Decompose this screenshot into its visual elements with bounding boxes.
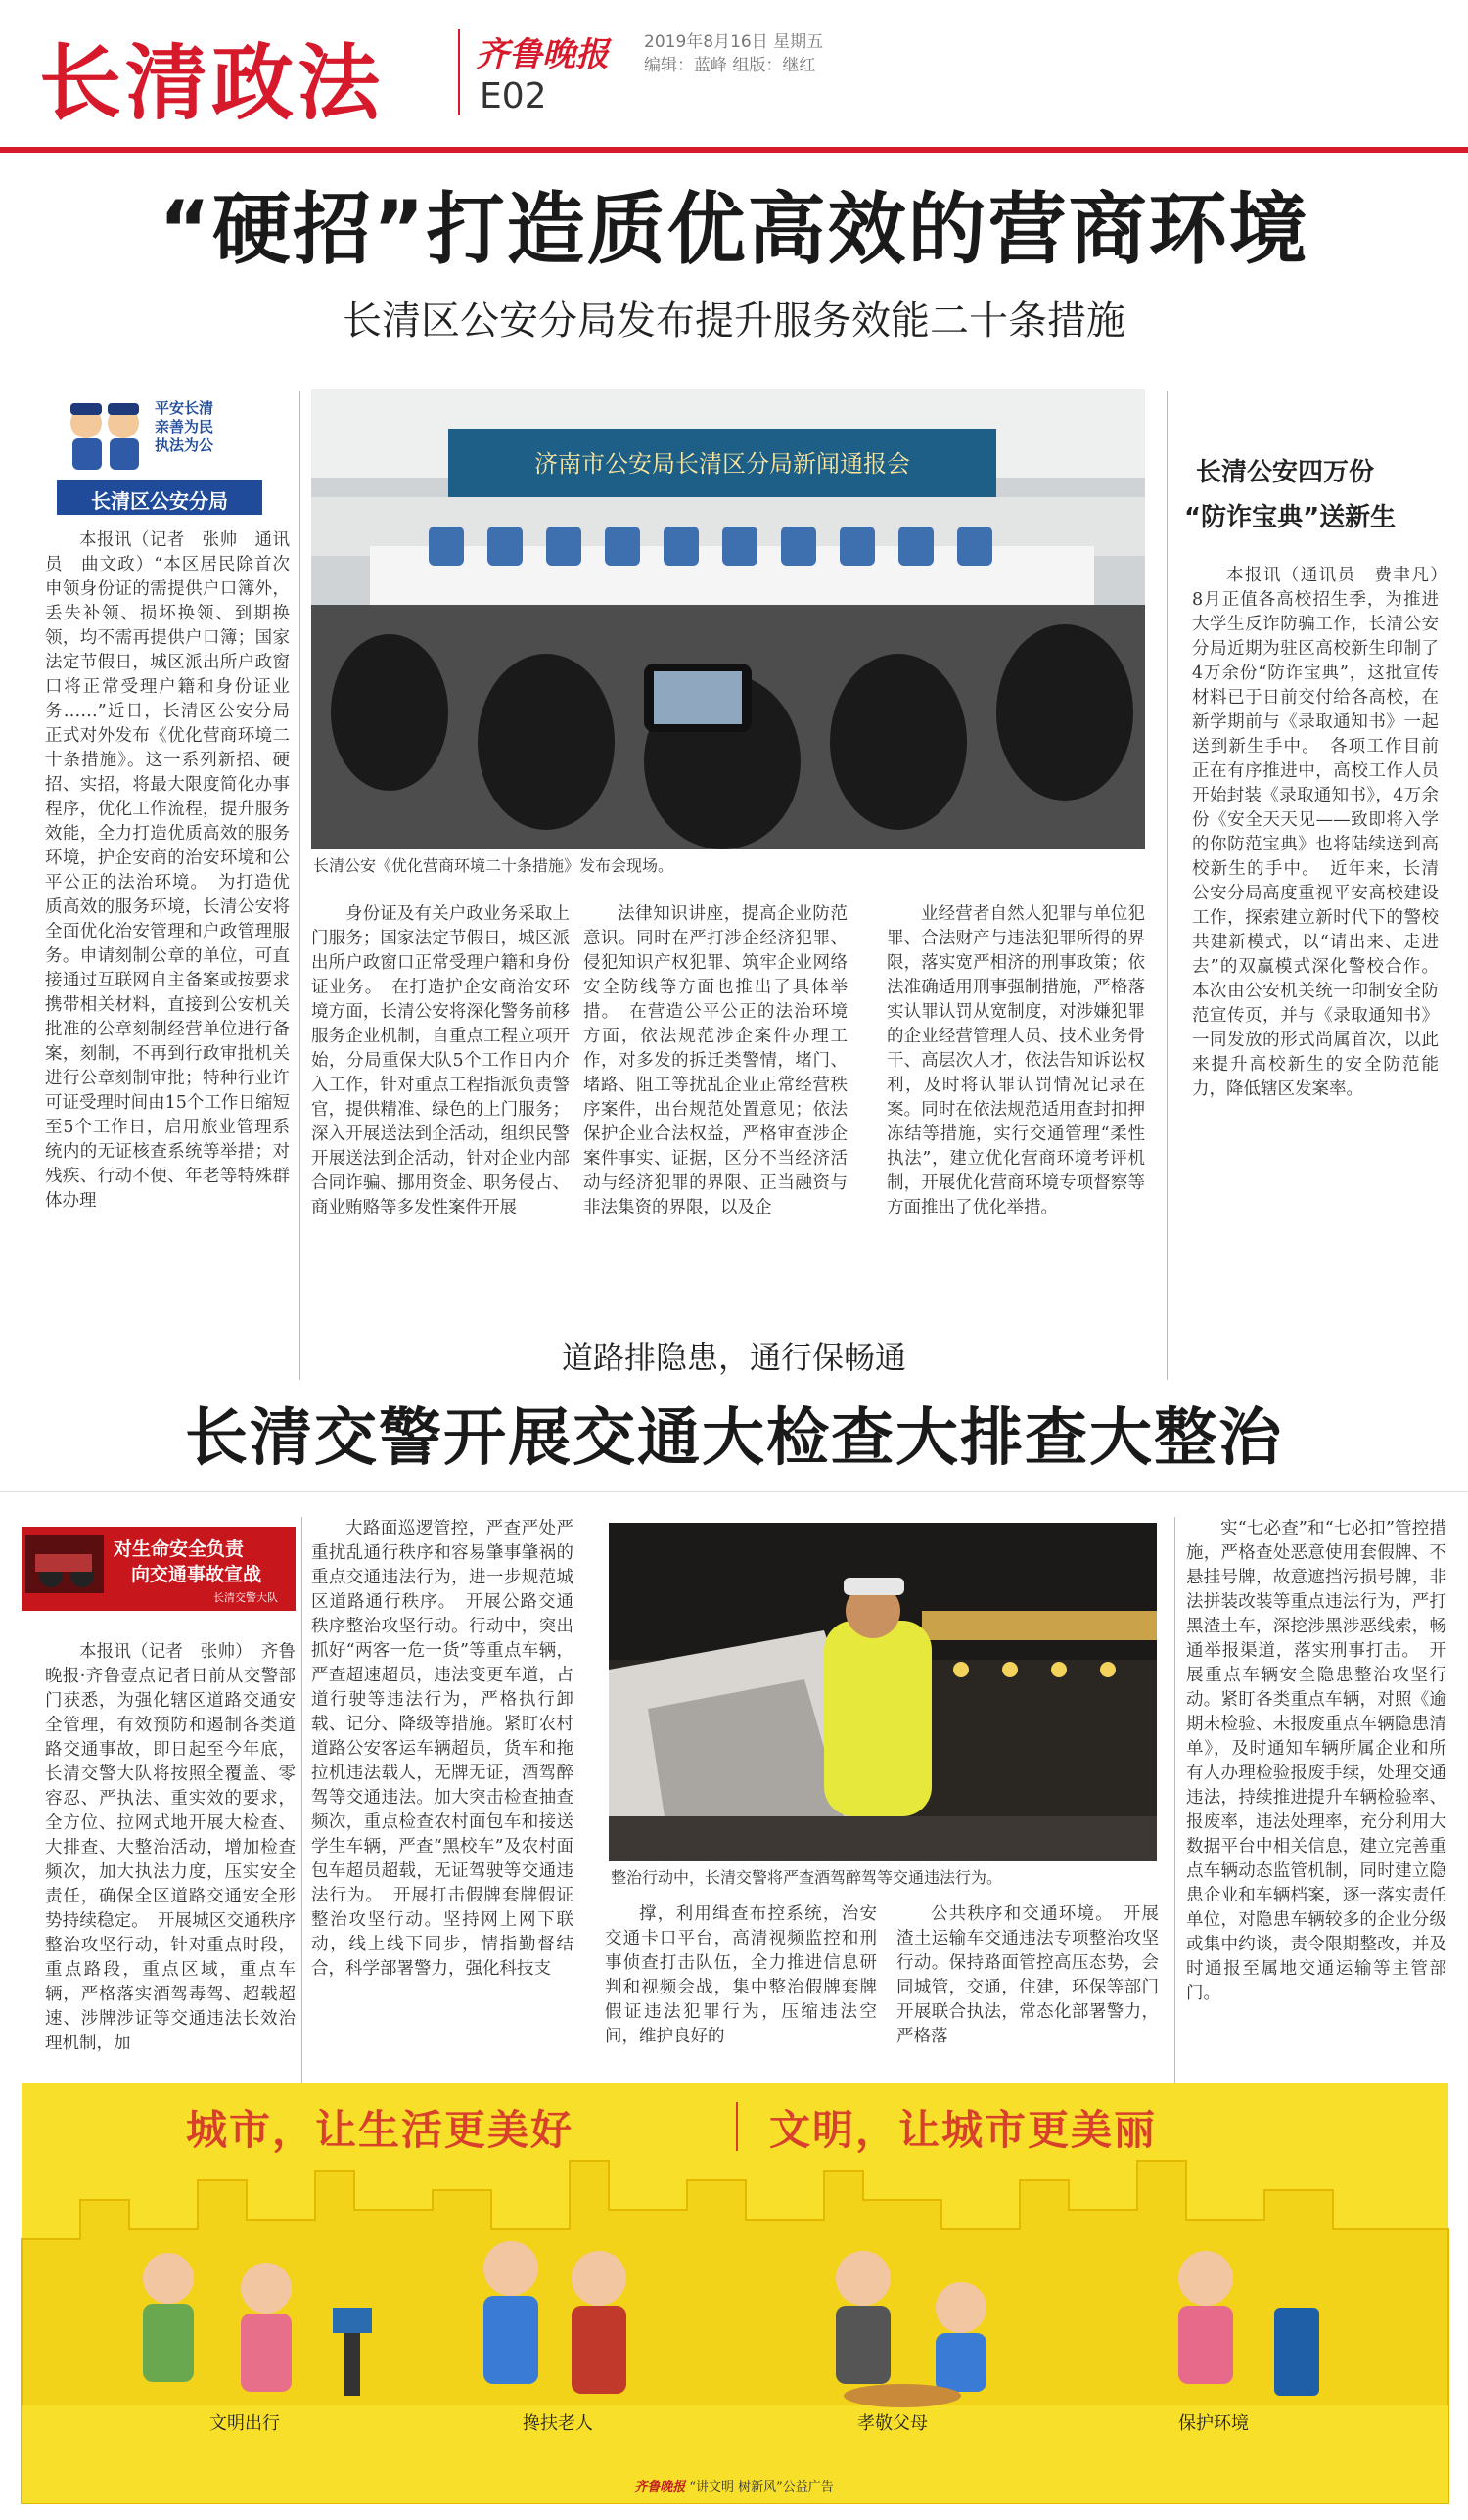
ad-slogan-divider: [736, 2102, 738, 2151]
article1-column-4: [887, 902, 1145, 1382]
column-divider: [301, 1517, 302, 2085]
paper-name-logo: 齐鲁晚报: [476, 35, 609, 74]
badge-line: 执法为公: [155, 436, 214, 454]
ad-label: 搀扶老人: [523, 2413, 593, 2434]
badge-org: 长清区公安分局: [91, 489, 228, 513]
article1-column-3: [583, 902, 848, 1382]
article-body-text: 撑，利用缉查布控系统，治安交通卡口平台，高清视频监控和刑事侦查打击队伍，全力推进信息研判和视频会战，集中整治假牌套牌假证违法犯罪行为，压缩违法空间，维护良好的: [605, 1904, 877, 2046]
article-body-text: 本报讯（记者 张帅 通讯员 曲文政）“本区居民除首次申领身份证的需提供户口簿外，丢失补领、损坏换领、到期换领，均不需再提供户口簿；国家法定节假日，城区派出所户政窗口将正常受理户籍和身份证业务……”近日，长清区公安分局正式对外发布《优化营商环境二十条措施》。这一系列新招、硬招、实招，将最大限度简化办事程序，优化工作流程，提升服务效能，全力打造优质高效的服务环境，护企安商的治安环境和公平公正的法治环境。 为打造优质高效的服务环境，长清公安将全面优化治安管理和户政管理服务。申请刻制公章的单位，可直接通过互联网自主备案或按要求携带相关材料，直接到公安机关批准的公章刻制经营单位进行备案，刻制，不再到行政审批机关进行公章刻制审批；特种行业许可证受理时间由15个工作日缩短至5个工作日，启用旅业管理系统内的无证核查系统等举措；对残疾、行动不便、年老等特殊群体办理: [45, 530, 290, 1211]
traffic-check-photo: [609, 1523, 1157, 1861]
ad-footer: [0, 2476, 1468, 2495]
article1-subheadline: 长清区公安分局发布提升服务效能二十条措施: [343, 298, 1125, 344]
article2-column-2: [311, 1517, 573, 2085]
article-body-text: 业经营者自然人犯罪与单位犯罪、合法财产与违法犯罪所得的界限，落实宽严相济的刑事政策；依法准确适用刑事强制措施，严格落实认罪认罚从宽制度，对涉嫌犯罪的企业经营管理人员、技术业务骨干、高层次人才，依法告知诉讼权利，及时将认罪认罚情况记录在案。同时在依法规范适用查封扣押冻结等措施，实行交通管理“柔性执法”，建立优化营商环境考评机制，开展优化营商环境专项督察等方面推出了优化举措。: [887, 904, 1145, 1217]
ad-label: 孝敬父母: [857, 2413, 928, 2434]
photo-caption: 长清公安《优化营商环境二十条措施》发布会现场。: [313, 856, 674, 875]
badge-line: 向交通事故宣战: [131, 1564, 262, 1585]
section-title: 长清政法: [39, 35, 385, 131]
masthead-rule: [0, 147, 1468, 153]
page-number: E02: [480, 76, 547, 116]
traffic-police-badge: [22, 1527, 296, 1611]
article2-column-4: [896, 1902, 1159, 2088]
article-body-text: 身份证及有关户政业务采取上门服务；国家法定节假日，城区派出所户政窗口正常受理户籍和身份证业务。 在打造护企安商治安环境方面，长清公安将深化警务前移服务企业机制，自重点工程立项开始，分局重保大队5个工作日内介入工作，针对重点工程指派负责警官，提供精准、绿色的上门服务；深入开展送法到企活动，组织民警开展送法到企活动，针对企业内部合同诈骗、挪用资金、职务侵占、商业贿赂等多发性案件开展: [311, 904, 570, 1217]
badge-line: 对生命安全负责: [114, 1538, 245, 1560]
ad-label: 保护环境: [1178, 2413, 1249, 2434]
issue-date: 2019年8月16日 星期五: [644, 32, 824, 52]
article-body-text: 法律知识讲座，提高企业防范意识。同时在严打涉企经济犯罪、侵犯知识产权犯罪、筑牢企业网络安全防线等方面也推出了具体举措。 在营造公平公正的法治环境方面，依法规范涉企案件办理工作，对多发的拆迁类警情，堵门、堵路、阻工等扰乱企业正常经营秩序案件，出台规范处置意见；依法保护企业合法权益，严格审查涉企案件事实、证据，区分不当经济活动与经济犯罪的界限、正当融资与非法集资的界限，以及企: [583, 904, 848, 1217]
ad-label: 文明出行: [209, 2413, 280, 2434]
column-divider: [1167, 391, 1168, 1380]
ad-slogan: 文明，让城市更美丽: [769, 2106, 1158, 2154]
police-badge-logo: [57, 395, 262, 523]
photo-caption: 整治行动中，长清交警将严查酒驾醉驾等交通违法行为。: [611, 1868, 1003, 1887]
press-conference-photo: [311, 389, 1145, 849]
badge-line: 亲善为民: [155, 418, 214, 435]
badge-org: 长清交警大队: [213, 1591, 278, 1604]
article1-headline: “硬招”打造质优高效的营商环境: [159, 184, 1309, 275]
badge-line: 平安长清: [155, 399, 214, 417]
section-rule: [0, 1491, 1468, 1492]
ad-footer-brand: 齐鲁晚报: [634, 2480, 686, 2495]
sidebar-article: [1192, 564, 1456, 1366]
ad-slogan: 城市，让生活更美好: [186, 2106, 574, 2154]
article-body-text: 大路面巡逻管控，严查严处严重扰乱通行秩序和容易肇事肇祸的重点交通违法行为，进一步规范城区道路通行秩序。 开展公路交通秩序整治攻坚行动。行动中，突出抓好“两客一危一货”等重点车辆，严查超速超员，违法变更车道，占道行驶等违法行为，严格执行卸载、记分、降级等措施。紧盯农村道路公安客运车辆超员，货车和拖拉机违法载人，无牌无证，酒驾醉驾等交通违法。加大突击检查抽查频次，重点检查农村面包车和接送学生车辆，严查“黑校车”及农村面包车超员超载，无证驾驶等交通违法行为。 开展打击假牌套牌假证整治攻坚行动。坚持网上网下联动，线上线下同步，情指勤督结合，科学部署警力，强化科技支: [311, 1519, 573, 1979]
sidebar-headline-line2: “防诈宝典”送新生: [1184, 503, 1397, 532]
ad-footer-text: “讲文明 树新风”公益广告: [689, 2480, 834, 2495]
column-divider: [1174, 1517, 1175, 2085]
article1-column-1: [45, 528, 290, 1380]
article2-column-1: [45, 1640, 296, 2081]
article2-column-3: [605, 1902, 877, 2088]
column-divider: [299, 391, 300, 1380]
photo-banner-text: 济南市公安局长清区分局新闻通报会: [534, 450, 910, 478]
article2-kicker: 道路排隐患，通行保畅通: [561, 1339, 906, 1376]
sidebar-headline-line1: 长清公安四万份: [1196, 458, 1375, 487]
article1-column-2: [311, 902, 570, 1382]
article-body-text: 公共秩序和交通环境。 开展渣土运输车交通违法专项整治攻坚行动。保持路面管控高压态势，会同城管，交通，住建，环保等部门开展联合执法，常态化部署警力，严格落: [896, 1904, 1159, 2046]
editor-credits: 编辑：蓝峰 组版：继红: [644, 56, 816, 75]
article-body-text: 本报讯（记者 张帅） 齐鲁晚报·齐鲁壹点记者日前从交警部门获悉，为强化辖区道路交通安全管理，有效预防和遏制各类道路交通事故，即日起至今年底，长清交警大队将按照全覆盖、零容忍、严执法、重实效的要求，全方位、拉网式地开展大检查、大排查、大整治活动，增加检查频次，加大执法力度，压实安全责任，确保全区道路交通安全形势持续稳定。 开展城区交通秩序整治攻坚行动，针对重点时段，重点路段，重点区域，重点车辆，严格落实酒驾毒驾、超载超速、涉牌涉证等交通违法长效治理机制，加: [45, 1642, 296, 2053]
article-body-text: 实“七必查”和“七必扣”管控措施，严格查处恶意使用套假牌、不悬挂号牌，故意遮挡污损号牌，非法拼装改装等重点违法行为，严打黑渣土车，深挖涉黑涉恶线索，畅通举报渠道，落实刑事打击。 开展重点车辆安全隐患整治攻坚行动。紧盯各类重点车辆，对照《逾期未检验、未报废重点车辆隐患清单》，及时通知车辆所属企业和所有人办理检验报废手续，处理交通违法，持续推进提升车辆检验率、报废率，违法处理率，充分利用大数据平台中相关信息，建立完善重点车辆动态监管机制，同时建立隐患企业和车辆档案，逐一落实责任单位，对隐患车辆较多的企业分级或集中约谈，责令限期整改，并及时通报至属地交通运输等主管部门。: [1186, 1519, 1446, 2003]
article2-column-5: [1186, 1517, 1446, 2085]
article-body-text: 本报讯（通讯员 费聿凡） 8月正值各高校招生季，为推进大学生反诈防骗工作，长清公安分局近期为驻区高校新生印制了4万余份“防诈宝典”，这批宣传材料已于日前交付给各高校，在新学期前与《录取通知书》一起送到新生手中。 各项工作目前正在有序推进中，高校工作人员开始封装《录取通知书》，4万余份《安全天天见——致即将入学的你防范宝典》也将陆续送到高校新生的手中。 近年来，长清公安分局高度重视平安高校建设工作，探索建立新时代下的警校共建新模式，以“请出来、走进去”的双赢模式深化警校合作。本次由公安机关统一印制安全防范宣传页，并与《录取通知书》一同发放的形式尚属首次，以此来提升高校新生的安全防范能力，降低辖区发案率。: [1192, 566, 1456, 1099]
masthead-divider: [458, 29, 460, 115]
article2-headline: 长清交警开展交通大检查大排查大整治: [185, 1402, 1283, 1475]
